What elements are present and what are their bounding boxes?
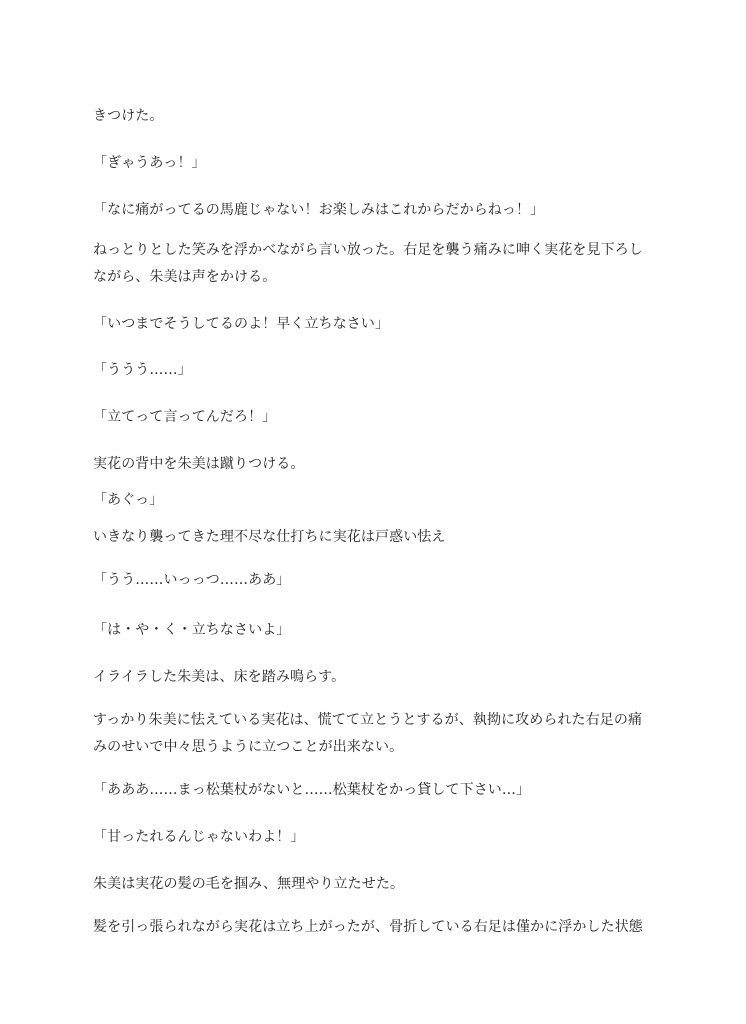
dialogue-line: 「は・や・く・立ちなさいよ」 <box>93 622 291 638</box>
dialogue-line: 「なに痛がってるの馬鹿じゃない！お楽しみはこれからだからねっ！」 <box>93 202 545 218</box>
dialogue-line: 「あぐっ」 <box>93 492 164 508</box>
text-line: すっかり朱美に怯えている実花は、慌てて立とうとするが、執拗に攻められた右足の痛 <box>93 712 643 728</box>
dialogue-line: 「甘ったれるんじゃないわよ！」 <box>93 829 305 845</box>
text-line: 実花の背中を朱美は蹴りつける。 <box>93 456 305 472</box>
dialogue-line: 「うう……いっっつ……ああ」 <box>93 572 291 588</box>
dialogue-line: 「いつまでそうしてるのよ！早く立ちなさい」 <box>93 316 390 332</box>
dialogue-line: 「ぎゃうあっ！」 <box>93 155 206 171</box>
dialogue-line: 「あああ……まっ松葉杖がないと……松葉杖をかっ貸して下さい…」 <box>93 782 531 798</box>
dialogue-line: 「立てって言ってんだろ！」 <box>93 409 277 425</box>
text-line: 髪を引っ張られながら実花は立ち上がったが、骨折している右足は僅かに浮かした状態 <box>93 919 643 935</box>
text-line: ねっとりとした笑みを浮かべながら言い放った。右足を襲う痛みに呻く実花を見下ろし <box>93 242 643 258</box>
text-line: イライラした朱美は、床を踏み鳴らす。 <box>93 669 346 685</box>
text-line: ながら、朱美は声をかける。 <box>93 269 277 285</box>
text-line: みのせいで中々思うように立つことが出来ない。 <box>93 739 404 755</box>
text-line: きつけた。 <box>93 108 164 124</box>
text-line: 朱美は実花の髪の毛を掴み、無理やり立たせた。 <box>93 876 405 892</box>
dialogue-line: 「ううう……」 <box>93 362 192 378</box>
text-line: いきなり襲ってきた理不尽な仕打ちに実花は戸惑い怯え <box>93 529 446 545</box>
